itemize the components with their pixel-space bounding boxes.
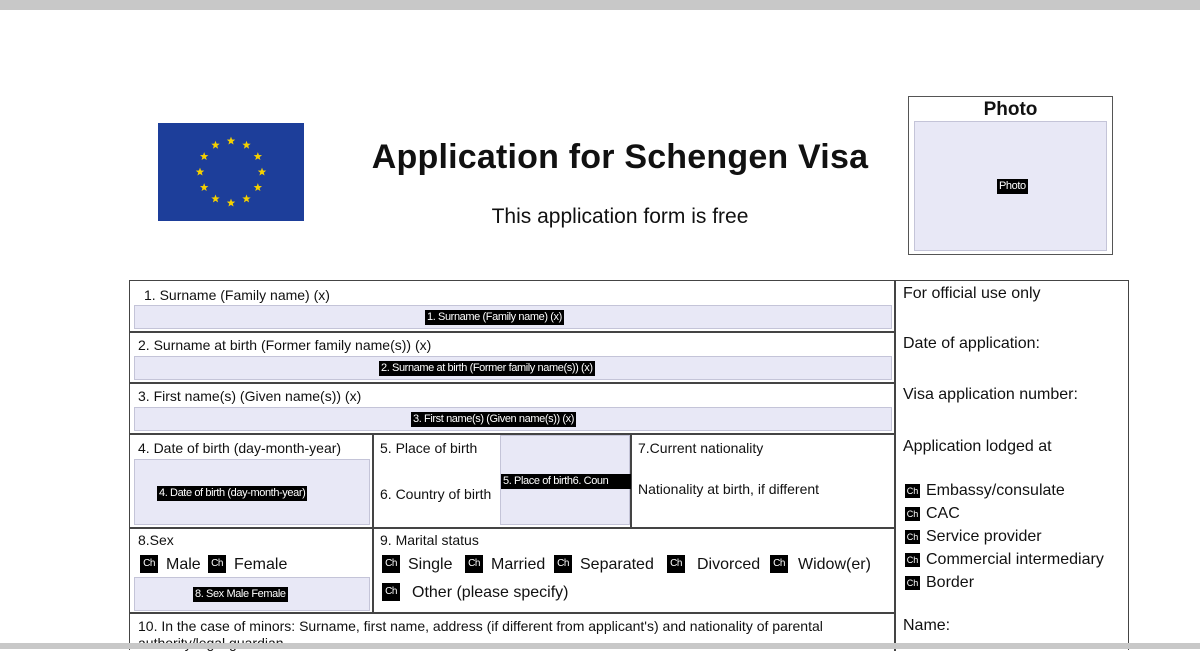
minors-label: 10. In the case of minors: Surname, first name, address (if different from applicant's) and nationality of parental: [138, 618, 823, 634]
page-title: Application for Schengen Visa: [371, 138, 869, 176]
lodged-border-label: Border: [926, 574, 975, 591]
lodged-cac-checkbox[interactable]: Ch: [906, 509, 919, 519]
sex-female-checkbox[interactable]: Ch: [208, 555, 226, 573]
marital-married-checkbox[interactable]: Ch: [465, 555, 483, 573]
sex-field[interactable]: [134, 577, 370, 611]
marital-widower-checkbox[interactable]: Ch: [770, 555, 788, 573]
lodged-commercial-checkbox[interactable]: Ch: [906, 555, 919, 565]
marital-divorced-checkbox[interactable]: Ch: [667, 555, 685, 573]
surname-input[interactable]: [134, 305, 892, 329]
sex-field-tag: 8. Sex Male Female: [195, 588, 286, 600]
lodged-embassy-label: Embassy/consulate: [926, 482, 1065, 499]
dob-label: 4. Date of birth (day-month-year): [138, 440, 342, 456]
marital-married-label: Married: [491, 556, 546, 573]
application-lodged-label: Application lodged at: [903, 438, 1052, 455]
sex-female-label: Female: [234, 556, 288, 573]
lodged-service-provider-checkbox[interactable]: Ch: [906, 532, 919, 542]
marital-other-label: Other (please specify): [412, 584, 569, 601]
photo-label: Photo: [983, 99, 1038, 120]
viewer-top-bar: [0, 0, 1200, 10]
place-of-birth-label: 5. Place of birth: [380, 440, 478, 456]
dob-input[interactable]: [134, 459, 370, 525]
nationality-at-birth-label: Nationality at birth, if different: [638, 481, 820, 497]
marital-single-checkbox[interactable]: Ch: [382, 555, 400, 573]
surname-at-birth-label: 2. Surname at birth (Former family name(s)) (x): [138, 337, 432, 353]
official-use-heading: For official use only: [903, 285, 1041, 302]
date-of-application-label: Date of application:: [903, 335, 1040, 352]
lodged-commercial-label: Commercial intermediary: [926, 551, 1104, 568]
lodged-embassy-checkbox[interactable]: Ch: [906, 486, 919, 496]
surname-at-birth-field-tag: 2. Surname at birth (Former family name(s)) (x): [381, 362, 593, 374]
surname-field-tag: 1. Surname (Family name) (x): [427, 311, 562, 323]
first-name-label: 3. First name(s) (Given name(s)) (x): [138, 388, 362, 404]
first-name-input[interactable]: [134, 407, 892, 431]
lodged-border-checkbox[interactable]: Ch: [906, 578, 919, 588]
photo-field[interactable]: [914, 121, 1107, 251]
marital-widower-label: Widow(er): [798, 556, 871, 573]
lodged-cac-label: CAC: [926, 505, 960, 522]
surname-at-birth-input[interactable]: [134, 356, 892, 380]
dob-field-tag: 4. Date of birth (day-month-year): [159, 487, 306, 499]
current-nationality-label: 7.Current nationality: [638, 440, 764, 456]
surname-label: 1. Surname (Family name) (x): [144, 287, 330, 303]
viewer-bottom-bar: [0, 643, 1200, 649]
application-form: [129, 280, 1129, 650]
eu-flag: [158, 123, 304, 221]
sex-male-label: Male: [166, 556, 201, 573]
photo-box: [908, 96, 1113, 255]
photo-field-tag: Photo: [999, 180, 1026, 192]
page-subtitle: This application form is free: [491, 205, 749, 228]
first-name-field-tag: 3. First name(s) (Given name(s)) (x): [413, 413, 575, 425]
sex-male-checkbox[interactable]: Ch: [140, 555, 158, 573]
marital-separated-checkbox[interactable]: Ch: [554, 555, 572, 573]
visa-application-number-label: Visa application number:: [903, 386, 1078, 403]
marital-divorced-label: Divorced: [697, 556, 761, 573]
official-name-label: Name:: [903, 617, 951, 634]
place-of-birth-field-tag: 5. Place of birth6. Coun: [501, 474, 631, 489]
marital-other-checkbox[interactable]: Ch: [382, 583, 400, 601]
eu-flag-icon: [158, 123, 304, 221]
country-of-birth-label: 6. Country of birth: [380, 486, 492, 502]
place-country-of-birth-input[interactable]: [500, 435, 630, 525]
sex-label: 8.Sex: [138, 532, 174, 548]
marital-single-label: Single: [408, 556, 453, 573]
marital-separated-label: Separated: [580, 556, 654, 573]
lodged-service-provider-label: Service provider: [926, 528, 1042, 545]
marital-status-label: 9. Marital status: [380, 532, 479, 548]
